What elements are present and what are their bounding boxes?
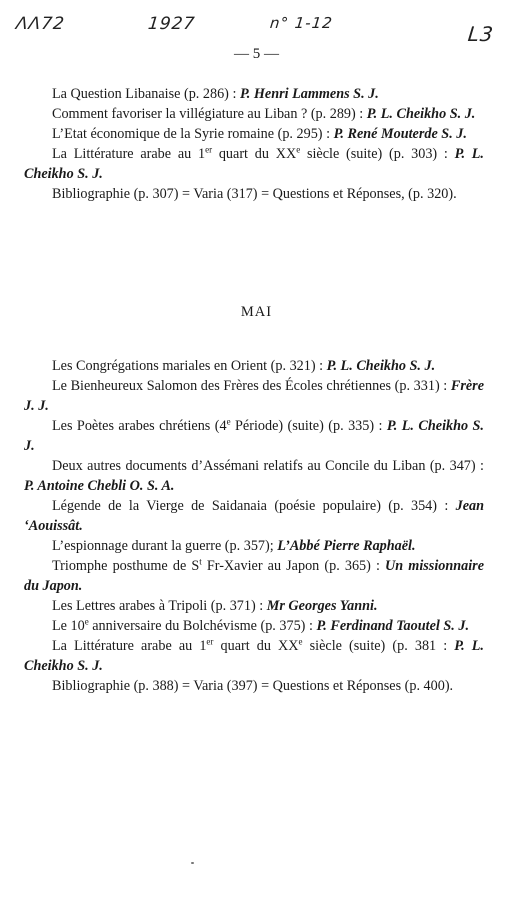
entry-text: Fr-Xavier au Japon (p. 365) : [201, 558, 386, 574]
entry-author: P. L. Cheikho S. J. [24, 146, 484, 182]
handwritten-annotation-left: ΛΛ72 [14, 14, 66, 34]
entry-text: Comment favoriser la villégiature au Liban ? (p. 289) : [52, 106, 367, 122]
avril-contents [24, 84, 484, 204]
entry-author: P. L. Cheikho S. J. [24, 418, 484, 454]
superscript: t [199, 556, 202, 567]
entry-text: Les Lettres arabes à Tripoli (p. 371) : [52, 598, 267, 614]
toc-entry [24, 676, 484, 696]
entry-text: Les Congrégations mariales en Orient (p. 321) : [52, 358, 327, 374]
section-heading-mai: MAI [240, 304, 273, 320]
entry-author: P. Antoine Chebli O. S. A. [24, 478, 175, 494]
entry-author: P. René Mouterde S. J. [333, 126, 467, 142]
handwritten-annotation-ref: n° 1-12 [269, 14, 334, 32]
entry-author: Mr Georges Yanni. [266, 598, 378, 614]
toc-entry [24, 496, 484, 536]
entry-text: Bibliographie (p. 307) = Varia (317) = Questions et Réponses, (p. 320). [52, 186, 457, 202]
entry-author: Frère J. J. [24, 378, 484, 414]
toc-entry [24, 556, 484, 596]
toc-entry [24, 104, 484, 124]
print-speck [191, 862, 194, 864]
superscript: e [226, 416, 231, 427]
toc-entry [24, 596, 484, 616]
toc-entry [24, 124, 484, 144]
entry-author: L’Abbé Pierre Raphaël. [277, 538, 416, 554]
entry-author: P. L. Cheikho S. J. [366, 106, 476, 122]
page-number: — 5 — [234, 46, 279, 62]
superscript: e [296, 144, 301, 155]
entry-text: La Question Libanaise (p. 286) : [52, 86, 240, 102]
entry-text: Bibliographie (p. 388) = Varia (397) = Questions et Réponses (p. 400). [52, 678, 454, 694]
entry-text: quart du XX [213, 638, 299, 654]
mai-contents [24, 356, 484, 696]
entry-text: Triomphe posthume de S [52, 558, 200, 574]
entry-author: P. Ferdinand Taoutel S. J. [316, 618, 469, 634]
handwritten-annotation-year: 1927 [146, 14, 197, 34]
entry-author: P. Henri Lammens S. J. [239, 86, 379, 102]
toc-entry [24, 184, 484, 204]
superscript: e [84, 616, 89, 627]
entry-text: Légende de la Vierge de Saidanaia (poésie populaire) (p. 354) : [52, 498, 456, 514]
toc-entry [24, 376, 484, 416]
entry-text: Les Poètes arabes chrétiens (4 [52, 418, 227, 434]
toc-entry [24, 84, 484, 104]
handwritten-annotation-right: L3 [466, 22, 496, 46]
toc-entry [24, 456, 484, 496]
entry-text: siècle (suite) (p. 303) : [300, 146, 455, 162]
entry-text: L’Etat économique de la Syrie romaine (p. 295) : [52, 126, 334, 142]
toc-entry [24, 356, 484, 376]
entry-text: quart du XX [212, 146, 297, 162]
entry-text: La Littérature arabe au 1 [52, 638, 207, 654]
toc-entry [24, 536, 484, 556]
toc-entry [24, 144, 484, 184]
entry-author: P. L. Cheikho S. J. [24, 638, 484, 674]
entry-text: L’espionnage durant la guerre (p. 357); [52, 538, 278, 554]
superscript: er [205, 144, 213, 155]
entry-text: anniversaire du Bolchévisme (p. 375) : [88, 618, 317, 634]
entry-author: P. L. Cheikho S. J. [326, 358, 436, 374]
entry-text: La Littérature arabe au 1 [52, 146, 206, 162]
toc-entry [24, 636, 484, 676]
superscript: e [298, 636, 303, 647]
entry-text: Le 10 [52, 618, 85, 634]
toc-entry [24, 416, 484, 456]
entry-text: Le Bienheureux Salomon des Frères des Écoles chrétiennes (p. 331) : [52, 378, 451, 394]
entry-text: siècle (suite) (p. 381 : [302, 638, 455, 654]
entry-text: Deux autres documents d’Assémani relatifs au Concile du Liban (p. 347) : [52, 458, 484, 474]
toc-entry [24, 616, 484, 636]
entry-author: Jean ‘Aouissât. [24, 498, 484, 534]
entry-author: Un missionnaire du Japon. [24, 558, 484, 594]
superscript: er [206, 636, 214, 647]
entry-text: Période) (suite) (p. 335) : [230, 418, 387, 434]
